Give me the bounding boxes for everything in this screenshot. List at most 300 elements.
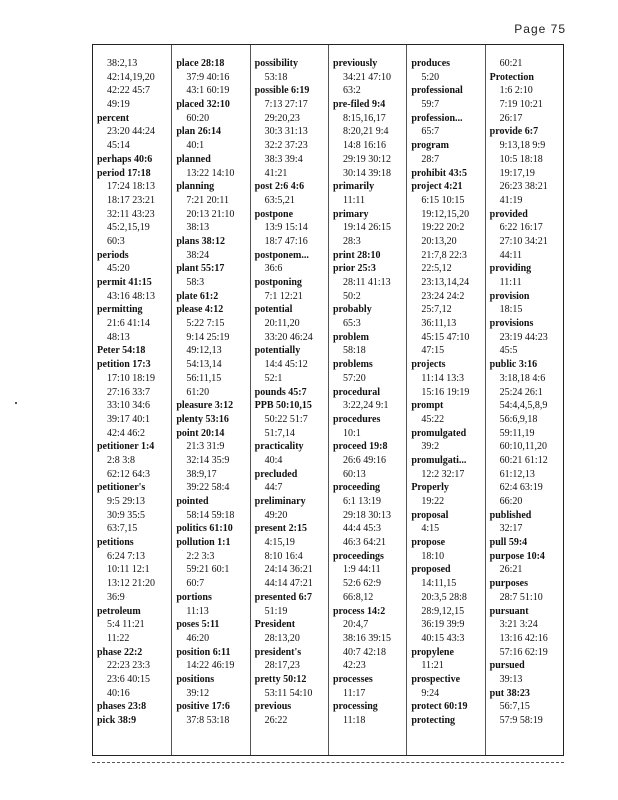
index-term: propylene xyxy=(411,646,454,658)
index-term: purposes xyxy=(489,578,528,590)
index-column xyxy=(171,45,249,755)
index-reference: 49:19 xyxy=(107,99,130,111)
index-reference: 14:4 45:12 xyxy=(264,359,308,371)
index-reference: 11:11 xyxy=(342,194,366,206)
index-reference: 29:19 30:12 xyxy=(342,153,392,165)
index-reference: 25:24 26:1 xyxy=(499,386,543,398)
index-term: providing xyxy=(489,263,532,275)
index-term: phase 22:2 xyxy=(97,646,143,658)
index-reference: 40:15 43:3 xyxy=(421,632,465,644)
index-term: pointed xyxy=(176,496,209,507)
index-reference: 58:3 xyxy=(186,277,205,288)
index-reference: 39:2 xyxy=(421,441,440,453)
index-reference: 37:8 53:18 xyxy=(186,715,230,726)
index-term: permitting xyxy=(97,304,143,316)
index-reference: 20:13 21:10 xyxy=(186,208,235,220)
index-reference: 61:20 xyxy=(186,386,210,398)
index-term: provide 6:7 xyxy=(489,126,539,138)
index-reference: 6:22 16:17 xyxy=(499,222,543,234)
index-reference: 10:5 18:18 xyxy=(499,153,543,165)
index-reference: 65:3 xyxy=(342,318,361,330)
index-reference: 61:12,13 xyxy=(499,468,535,480)
index-reference: 4:15 xyxy=(421,523,440,535)
index-reference: 29:20,23 xyxy=(264,112,300,124)
index-reference: 18:15 xyxy=(499,304,523,316)
index-term: public 3:16 xyxy=(489,359,538,371)
index-reference: 14:8 16:16 xyxy=(342,140,387,152)
index-term: purpose 10:4 xyxy=(489,550,545,562)
index-reference: 23:19 44:23 xyxy=(499,331,548,343)
index-column xyxy=(250,45,328,755)
index-term: petroleum xyxy=(97,605,141,617)
index-reference: 45:2,15,19 xyxy=(107,222,150,234)
index-reference: 17:10 18:19 xyxy=(107,372,156,384)
index-reference: 3:21 3:24 xyxy=(499,619,538,631)
index-term: primarily xyxy=(332,181,375,193)
index-reference: 21:3 31:9 xyxy=(186,441,225,453)
index-reference: 25:7,12 xyxy=(421,304,452,316)
index-term: profession... xyxy=(411,112,463,124)
index-term: perhaps 40:6 xyxy=(97,153,153,165)
index-term: plant 55:17 xyxy=(176,263,225,275)
index-term: proceedings xyxy=(332,550,384,562)
index-term: propose xyxy=(411,537,446,549)
index-term: Properly xyxy=(411,482,449,494)
index-reference: 7:19 10:21 xyxy=(499,99,543,111)
index-term: provision xyxy=(489,290,530,302)
index-reference: 39:22 58:4 xyxy=(186,482,230,494)
index-reference: 49:20 xyxy=(264,509,288,521)
index-reference: 57:20 xyxy=(342,372,366,384)
index-reference: 10:11 12:1 xyxy=(107,564,150,576)
index-reference: 53:11 54:10 xyxy=(264,687,313,699)
index-reference: 58:18 xyxy=(342,345,366,357)
index-reference: 48:13 xyxy=(107,331,130,343)
index-reference: 50:22 51:7 xyxy=(264,413,308,425)
index-reference: 30:9 35:5 xyxy=(107,509,146,521)
index-reference: 42:14,19,20 xyxy=(107,71,155,83)
index-reference: 37:9 40:16 xyxy=(186,71,230,83)
index-term: print 28:10 xyxy=(332,249,381,261)
index-reference: 18:10 xyxy=(421,550,445,562)
index-term: present 2:15 xyxy=(254,523,307,535)
index-reference: 54:4,4,5,8,9 xyxy=(499,400,548,412)
index-reference: 9:24 xyxy=(421,687,440,699)
index-term: placed 32:10 xyxy=(176,99,230,111)
index-term: processes xyxy=(332,673,373,685)
index-term: politics 61:10 xyxy=(176,523,233,535)
index-reference: 14:22 46:19 xyxy=(186,660,235,672)
index-reference: 8:15,16,17 xyxy=(342,112,386,124)
index-reference: 49:12,13 xyxy=(186,345,222,357)
index-term: positions xyxy=(176,673,215,685)
index-reference: 22:5,12 xyxy=(421,263,452,275)
index-reference: 63:2 xyxy=(342,85,361,97)
index-term: Peter 54:18 xyxy=(97,345,146,357)
index-term: promulgated xyxy=(411,427,467,439)
index-reference: 11:21 xyxy=(421,660,444,672)
index-reference: 42:4 46:2 xyxy=(107,427,146,439)
index-reference: 32:17 xyxy=(499,523,523,535)
index-reference: 53:18 xyxy=(264,71,288,83)
index-reference: 40:1 xyxy=(186,140,205,152)
index-reference: 8:20,21 9:4 xyxy=(342,126,389,138)
index-reference: 9:14 25:19 xyxy=(186,331,230,343)
index-reference: 6:1 13:19 xyxy=(342,496,382,507)
index-reference: 58:14 59:18 xyxy=(186,509,235,521)
index-reference: 13:12 21:20 xyxy=(107,578,156,590)
index-term: published xyxy=(489,509,532,521)
index-term: pleasure 3:12 xyxy=(176,400,234,412)
index-reference: 57:16 62:19 xyxy=(499,646,548,658)
index-term: protect 60:19 xyxy=(411,701,468,713)
index-reference: 19:22 xyxy=(421,496,445,507)
index-reference: 66:20 xyxy=(499,496,523,507)
index-term: place 28:18 xyxy=(176,58,225,69)
index-reference: 7:21 20:11 xyxy=(186,194,230,206)
index-term: president's xyxy=(254,646,302,658)
index-reference: 2:2 3:3 xyxy=(186,550,215,562)
index-term: presented 6:7 xyxy=(254,591,312,603)
index-reference: 50:2 xyxy=(342,290,361,302)
index-reference: 59:21 60:1 xyxy=(186,564,230,576)
index-reference: 9:5 29:13 xyxy=(107,496,146,507)
index-reference: 66:8,12 xyxy=(342,591,374,603)
index-term: permit 41:15 xyxy=(97,277,152,288)
index-reference: 40:7 42:18 xyxy=(342,646,387,658)
index-reference: 62:12 64:3 xyxy=(107,468,151,480)
index-reference: 44:4 45:3 xyxy=(342,523,382,535)
index-reference: 45:15 47:10 xyxy=(421,331,470,343)
index-term: problem xyxy=(332,331,369,343)
index-reference: 38:13 xyxy=(186,222,210,234)
index-term: post 2:6 4:6 xyxy=(254,181,305,193)
index-reference: 1:9 44:11 xyxy=(342,564,381,576)
index-reference: 60:20 xyxy=(186,112,210,124)
index-term: pull 59:4 xyxy=(489,537,528,549)
index-column xyxy=(485,45,563,755)
index-reference: 34:21 47:10 xyxy=(342,71,392,83)
index-reference: 22:23 23:3 xyxy=(107,660,151,672)
index-term: pursued xyxy=(489,660,525,672)
index-term: pursuant xyxy=(489,605,529,617)
index-reference: 7:1 12:21 xyxy=(264,290,303,302)
index-reference: 60:21 61:12 xyxy=(499,454,548,466)
index-term: proposal xyxy=(411,509,449,521)
index-term: previously xyxy=(332,58,378,69)
index-reference: 30:3 31:13 xyxy=(264,126,308,138)
index-term: postpone xyxy=(254,208,294,220)
index-reference: 36:11,13 xyxy=(421,318,457,330)
index-reference: 11:11 xyxy=(499,277,522,288)
index-reference: 43:16 48:13 xyxy=(107,290,156,302)
index-reference: 20:3,5 28:8 xyxy=(421,591,467,603)
index-reference: 46:20 xyxy=(186,632,210,644)
index-column xyxy=(93,45,171,755)
index-reference: 2:8 3:8 xyxy=(107,454,136,466)
index-reference: 33:10 34:6 xyxy=(107,400,151,412)
index-reference: 19:14 26:15 xyxy=(342,222,392,234)
index-reference: 65:7 xyxy=(421,126,440,138)
index-term: pick 38:9 xyxy=(97,715,137,726)
index-reference: 52:1 xyxy=(264,372,283,384)
index-term: petitions xyxy=(97,537,134,549)
index-reference: 28:3 xyxy=(342,235,361,247)
index-reference: 21:6 41:14 xyxy=(107,318,151,330)
index-reference: 26:23 38:21 xyxy=(499,181,548,193)
index-term: pre-filed 9:4 xyxy=(332,99,386,111)
index-term: promulgati... xyxy=(411,454,467,466)
index-reference: 45:22 xyxy=(421,413,445,425)
index-reference: 7:13 27:17 xyxy=(264,99,308,111)
index-reference: 36:9 xyxy=(107,591,125,603)
index-term: procedural xyxy=(332,386,381,398)
index-reference: 26:17 xyxy=(499,112,523,124)
scan-speck xyxy=(15,402,17,404)
index-reference: 36:6 xyxy=(264,263,283,275)
index-reference: 15:16 19:19 xyxy=(421,386,470,398)
index-reference: 6:15 10:15 xyxy=(421,194,465,206)
index-term: postponing xyxy=(254,277,302,288)
index-reference: 17:24 18:13 xyxy=(107,181,156,193)
index-reference: 10:1 xyxy=(342,427,361,439)
index-term: produces xyxy=(411,58,451,69)
index-reference: 19:22 20:2 xyxy=(421,222,465,234)
index-reference: 38:2,13 xyxy=(107,58,138,69)
index-term: provided xyxy=(489,208,528,220)
index-reference: 44:7 xyxy=(264,482,283,494)
index-reference: 43:1 60:19 xyxy=(186,85,230,97)
index-term: point 20:14 xyxy=(176,427,225,439)
index-reference: 27:10 34:21 xyxy=(499,235,548,247)
index-term: potentially xyxy=(254,345,301,357)
index-term: precluded xyxy=(254,468,298,480)
index-reference: 57:9 58:19 xyxy=(499,715,543,726)
index-reference: 3:18,18 4:6 xyxy=(499,372,546,384)
index-term: proposed xyxy=(411,564,451,576)
index-term: plenty 53:16 xyxy=(176,413,229,425)
index-reference: 60:10,11,20 xyxy=(499,441,548,453)
index-term: planned xyxy=(176,153,211,165)
index-term: plate 61:2 xyxy=(176,290,219,302)
index-reference: 20:11,20 xyxy=(264,318,300,330)
index-reference: 27:16 33:7 xyxy=(107,386,151,398)
index-reference: 28:17,23 xyxy=(264,660,300,672)
index-reference: 28:7 51:10 xyxy=(499,591,543,603)
index-term: possibility xyxy=(254,58,299,69)
index-term: previous xyxy=(254,701,292,713)
index-term: prohibit 43:5 xyxy=(411,167,467,179)
index-term: pretty 50:12 xyxy=(254,673,307,685)
index-reference: 3:22,24 9:1 xyxy=(342,400,389,412)
index-reference: 60:7 xyxy=(186,578,205,590)
index-term: primary xyxy=(332,208,369,220)
index-reference: 60:3 xyxy=(107,235,125,247)
index-reference: 38:3 39:4 xyxy=(264,153,303,165)
index-reference: 12:2 32:17 xyxy=(421,468,465,480)
index-term: proceeding xyxy=(332,482,381,494)
index-reference: 32:14 35:9 xyxy=(186,454,230,466)
index-reference: 63:5,21 xyxy=(264,194,295,206)
index-reference: 26:21 xyxy=(499,564,523,576)
index-reference: 23:24 24:2 xyxy=(421,290,465,302)
index-column xyxy=(406,45,484,755)
index-reference: 4:15,19 xyxy=(264,537,295,549)
index-term: plans 38:12 xyxy=(176,235,225,247)
index-reference: 23:13,14,24 xyxy=(421,277,470,288)
bottom-rule xyxy=(92,762,564,763)
index-term: preliminary xyxy=(254,496,306,507)
index-term: petition 17:3 xyxy=(97,359,151,371)
index-term: pounds 45:7 xyxy=(254,386,307,398)
index-reference: 62:4 63:19 xyxy=(499,482,543,494)
index-term: possible 6:19 xyxy=(254,85,310,97)
index-term: probably xyxy=(332,304,372,316)
index-reference: 59:7 xyxy=(421,99,440,111)
word-index-table xyxy=(92,44,564,756)
index-term: petitioner 1:4 xyxy=(97,441,155,453)
index-reference: 56:11,15 xyxy=(186,372,222,384)
index-reference: 47:15 xyxy=(421,345,445,357)
index-reference: 45:14 xyxy=(107,140,130,152)
index-reference: 41:21 xyxy=(264,167,288,179)
index-reference: 21:7,8 22:3 xyxy=(421,249,467,261)
index-term: positive 17:6 xyxy=(176,701,230,713)
index-reference: 51:7,14 xyxy=(264,427,295,439)
index-reference: 44:11 xyxy=(499,249,523,261)
index-reference: 36:19 39:9 xyxy=(421,619,465,631)
index-reference: 24:14 36:21 xyxy=(264,564,313,576)
index-term: PPB 50:10,15 xyxy=(254,400,312,412)
index-term: provisions xyxy=(489,318,534,330)
index-reference: 60:13 xyxy=(342,468,366,480)
index-reference: 5:4 11:21 xyxy=(107,619,145,631)
index-term: period 17:18 xyxy=(97,167,151,179)
index-reference: 60:21 xyxy=(499,58,523,69)
index-reference: 18:7 47:16 xyxy=(264,235,308,247)
index-reference: 23:6 40:15 xyxy=(107,673,151,685)
index-column xyxy=(328,45,406,755)
index-reference: 28:11 41:13 xyxy=(342,277,391,288)
index-columns xyxy=(93,45,563,755)
index-term: postponem... xyxy=(254,249,309,261)
index-reference: 41:19 xyxy=(499,194,523,206)
index-reference: 56:7,15 xyxy=(499,701,530,713)
index-term: procedures xyxy=(332,413,381,425)
index-term: plan 26:14 xyxy=(176,126,222,138)
index-reference: 11:14 13:3 xyxy=(421,372,464,384)
index-reference: 18:17 23:21 xyxy=(107,194,156,206)
index-reference: 38:24 xyxy=(186,249,210,261)
index-term: put 38:23 xyxy=(489,687,530,699)
index-term: percent xyxy=(97,112,130,124)
index-term: portions xyxy=(176,591,212,603)
index-reference: 30:14 39:18 xyxy=(342,167,392,179)
index-reference: 45:20 xyxy=(107,263,130,275)
index-term: professional xyxy=(411,85,463,97)
index-reference: 33:20 46:24 xyxy=(264,331,313,343)
index-reference: 28:13,20 xyxy=(264,632,300,644)
index-reference: 51:19 xyxy=(264,605,288,617)
index-reference: 8:10 16:4 xyxy=(264,550,303,562)
index-term: problems xyxy=(332,359,373,371)
index-reference: 46:3 64:21 xyxy=(342,537,387,549)
index-term: projects xyxy=(411,359,446,371)
index-reference: 40:4 xyxy=(264,454,283,466)
index-reference: 13:9 15:14 xyxy=(264,222,308,234)
index-term: process 14:2 xyxy=(332,605,386,617)
index-term: position 6:11 xyxy=(176,646,231,658)
index-term: prior 25:3 xyxy=(332,263,376,275)
index-term: prompt xyxy=(411,400,444,412)
index-term: please 4:12 xyxy=(176,304,224,316)
index-term: periods xyxy=(97,249,129,261)
index-reference: 56:6,9,18 xyxy=(499,413,538,425)
index-reference: 19:12,15,20 xyxy=(421,208,470,220)
index-reference: 63:7,15 xyxy=(107,523,138,535)
index-reference: 40:16 xyxy=(107,687,130,699)
index-term: potential xyxy=(254,304,293,316)
index-reference: 13:16 42:16 xyxy=(499,632,548,644)
index-reference: 9:13,18 9:9 xyxy=(499,140,546,152)
index-term: project 4:21 xyxy=(411,181,463,193)
index-reference: 20:13,20 xyxy=(421,235,457,247)
index-reference: 28:9,12,15 xyxy=(421,605,465,617)
index-reference: 14:11,15 xyxy=(421,578,457,590)
index-term: program xyxy=(411,140,449,152)
index-reference: 39:13 xyxy=(499,673,523,685)
index-reference: 29:18 30:13 xyxy=(342,509,392,521)
index-term: protecting xyxy=(411,715,456,726)
index-reference: 23:20 44:24 xyxy=(107,126,156,138)
index-reference: 20:4,7 xyxy=(342,619,369,631)
index-reference: 42:23 xyxy=(342,660,366,672)
index-reference: 38:9,17 xyxy=(186,468,217,480)
index-term: Protection xyxy=(489,71,534,83)
index-reference: 11:13 xyxy=(186,605,209,617)
index-reference: 42:22 45:7 xyxy=(107,85,151,97)
index-reference: 6:24 7:13 xyxy=(107,550,146,562)
index-term: practicality xyxy=(254,441,304,453)
index-term: petitioner's xyxy=(97,482,146,494)
index-reference: 38:16 39:15 xyxy=(342,632,392,644)
index-reference: 39:17 40:1 xyxy=(107,413,151,425)
index-reference: 5:22 7:15 xyxy=(186,318,225,330)
index-reference: 19:17,19 xyxy=(499,167,535,179)
index-reference: 32:2 37:23 xyxy=(264,140,308,152)
index-reference: 26:6 49:16 xyxy=(342,454,387,466)
index-term: processing xyxy=(332,701,378,713)
index-reference: 28:7 xyxy=(421,153,440,165)
index-reference: 11:22 xyxy=(107,632,130,644)
index-reference: 13:22 14:10 xyxy=(186,167,235,179)
index-reference: 54:13,14 xyxy=(186,359,222,371)
index-reference: 11:18 xyxy=(342,715,366,726)
index-reference: 26:22 xyxy=(264,715,288,726)
index-reference: 1:6 2:10 xyxy=(499,85,533,97)
index-reference: 11:17 xyxy=(342,687,366,699)
index-term: prospective xyxy=(411,673,461,685)
index-reference: 5:20 xyxy=(421,71,440,83)
index-reference: 52:6 62:9 xyxy=(342,578,382,590)
index-reference: 59:11,19 xyxy=(499,427,535,439)
index-term: planning xyxy=(176,181,215,193)
index-reference: 32:11 43:23 xyxy=(107,208,155,220)
index-reference: 39:12 xyxy=(186,687,210,699)
index-reference: 44:14 47:21 xyxy=(264,578,313,590)
index-term: poses 5:11 xyxy=(176,619,220,631)
index-term: President xyxy=(254,619,296,631)
